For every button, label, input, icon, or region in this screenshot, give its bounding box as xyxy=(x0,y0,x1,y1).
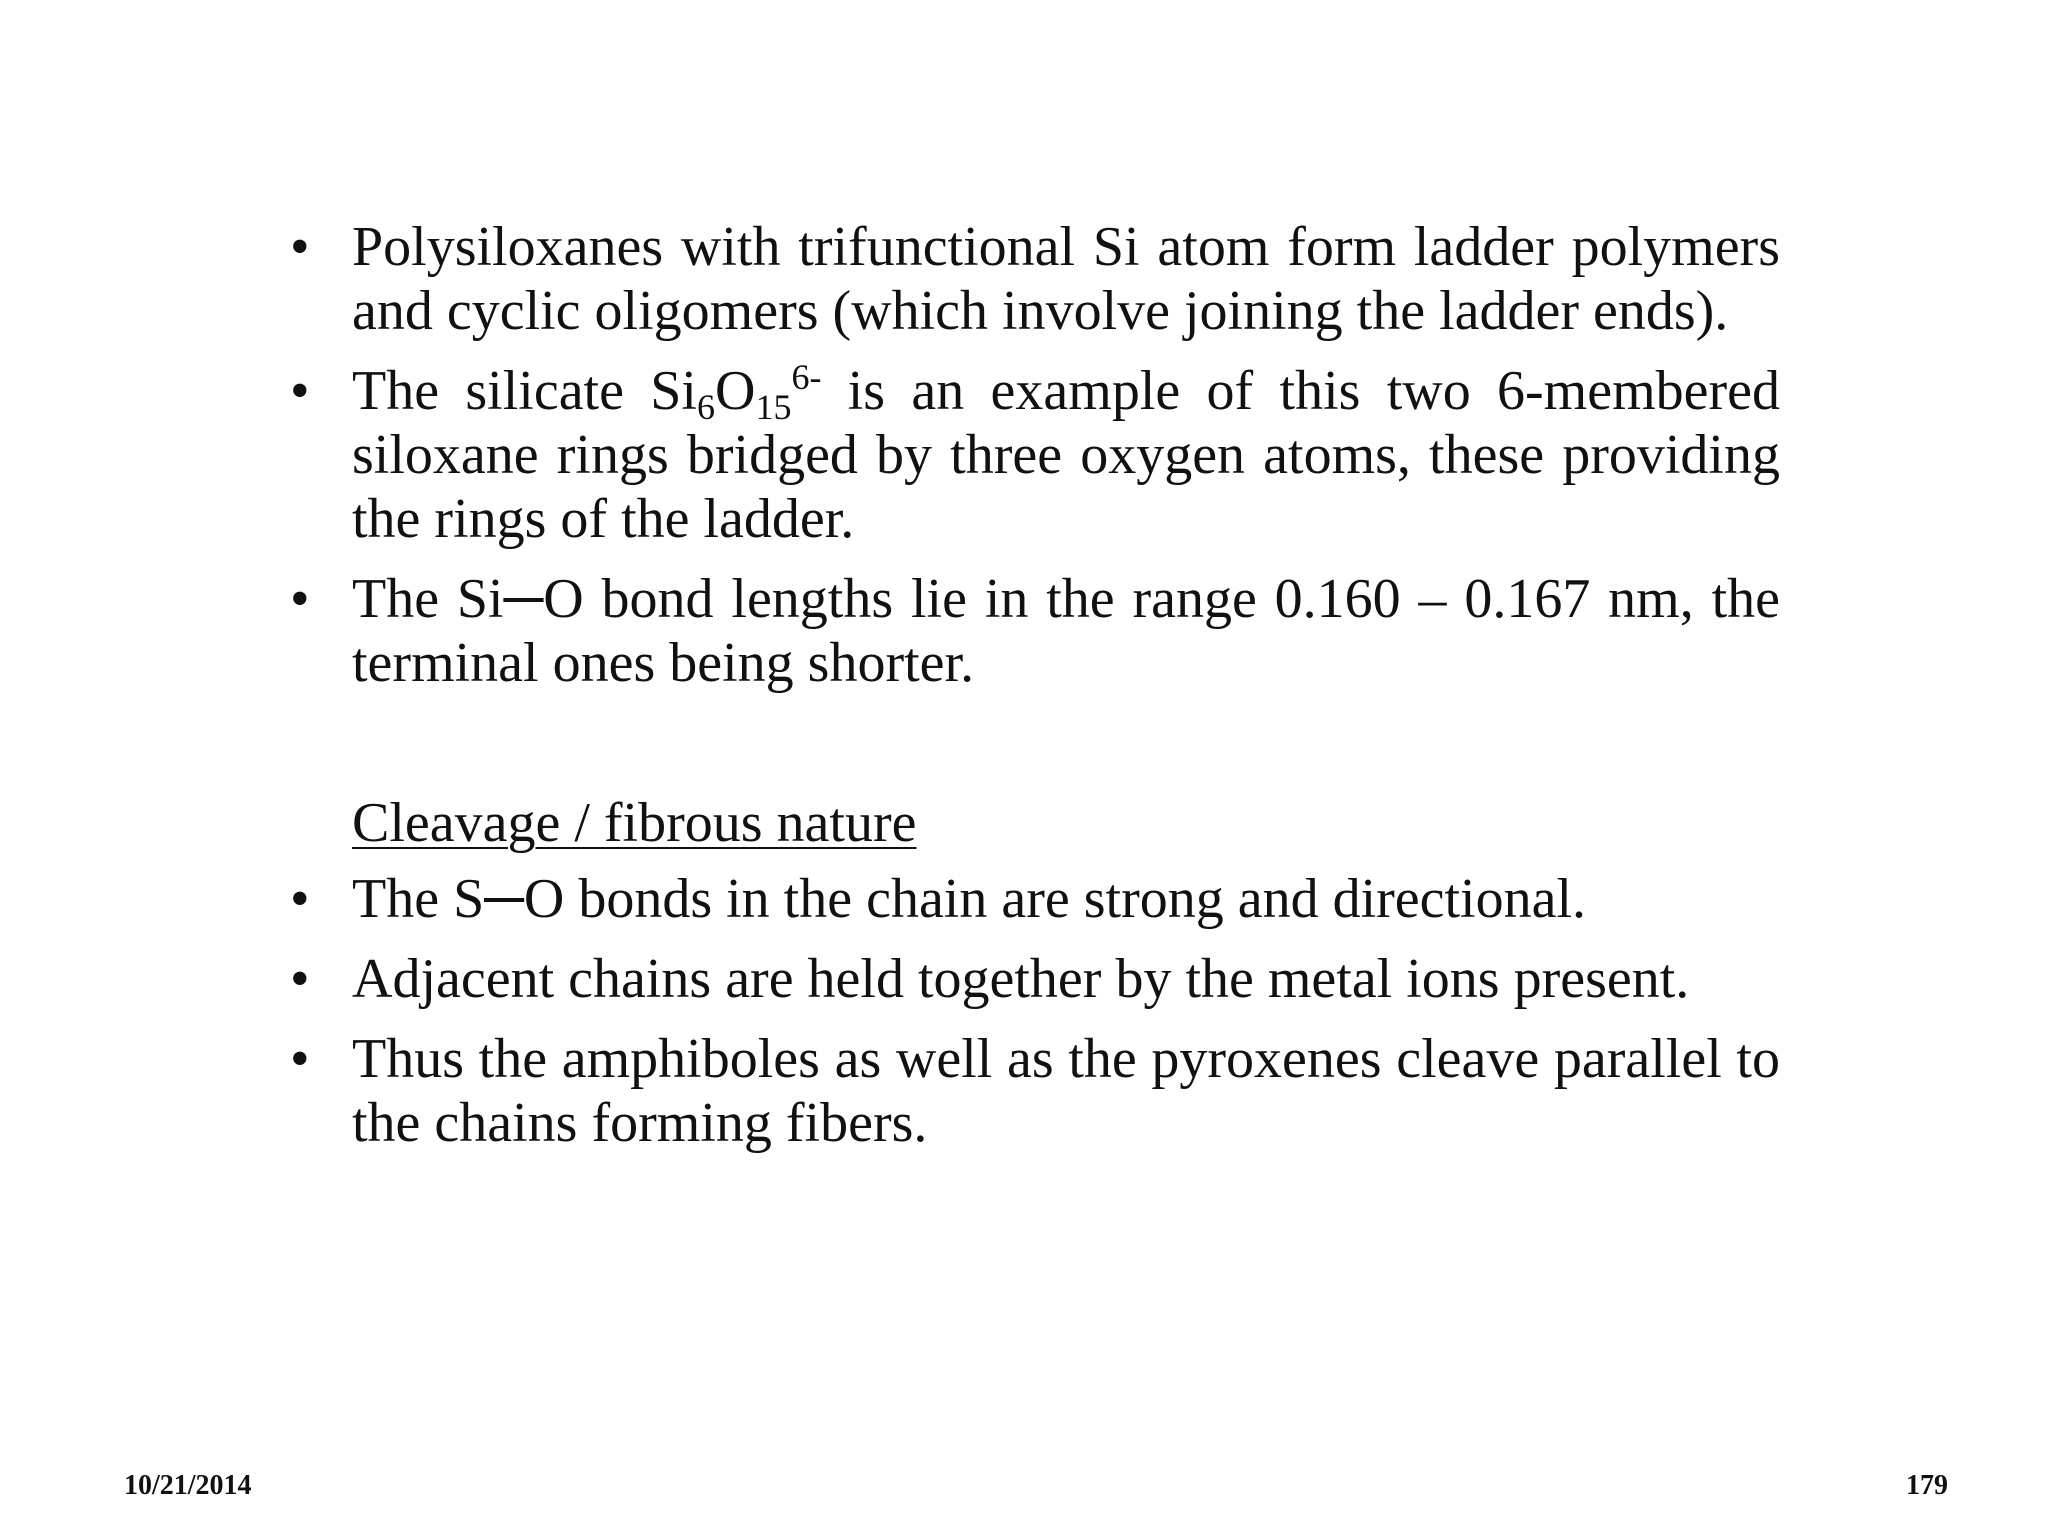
page-number: 179 xyxy=(1906,1470,1948,1501)
bullet-symbol: • xyxy=(290,568,310,630)
subscript: 15 xyxy=(755,387,792,427)
bullet-item xyxy=(290,567,1780,695)
bullet-text: Adjacent chains are held together by the metal ions present. xyxy=(352,948,1690,1010)
bullet-text: Thus the amphiboles as well as the pyroxenes cleave parallel to the chains forming fibers. xyxy=(352,1028,1780,1154)
bullet-text: The Si─O bond lengths lie in the range 0.160 – 0.167 nm, the terminal ones being shorter. xyxy=(352,568,1780,694)
bullet-symbol: • xyxy=(290,216,310,278)
text-run: The silicate Si xyxy=(352,360,697,422)
bullet-text xyxy=(352,357,1781,550)
bullet-item xyxy=(290,359,1780,551)
subscript: 6 xyxy=(696,387,715,427)
footer-date: 10/21/2014 xyxy=(124,1470,252,1501)
bullet-text: Polysiloxanes with trifunctional Si atom form ladder polymers and cyclic oligomers (which involve joining the ladder ends). xyxy=(352,216,1780,342)
bullet-item xyxy=(290,947,1780,1011)
text-run: is an example of this two 6-membered siloxane rings bridged by three oxygen atoms, these providing the rings of the ladder. xyxy=(352,360,1781,550)
section-heading: Cleavage / fibrous nature xyxy=(352,792,917,854)
bullet-symbol: • xyxy=(290,948,310,1010)
bullet-item xyxy=(290,867,1780,931)
bullet-symbol: • xyxy=(290,1028,310,1090)
bullet-text: The S─O bonds in the chain are strong and directional. xyxy=(352,868,1587,930)
text-run: O xyxy=(714,360,756,422)
spacer xyxy=(290,711,1780,791)
bullet-symbol: • xyxy=(290,360,310,422)
bullet-item xyxy=(290,215,1780,343)
superscript: 6- xyxy=(791,357,822,397)
slide-content xyxy=(290,215,1780,1171)
bullet-symbol: • xyxy=(290,868,310,930)
bullet-item xyxy=(290,1027,1780,1155)
